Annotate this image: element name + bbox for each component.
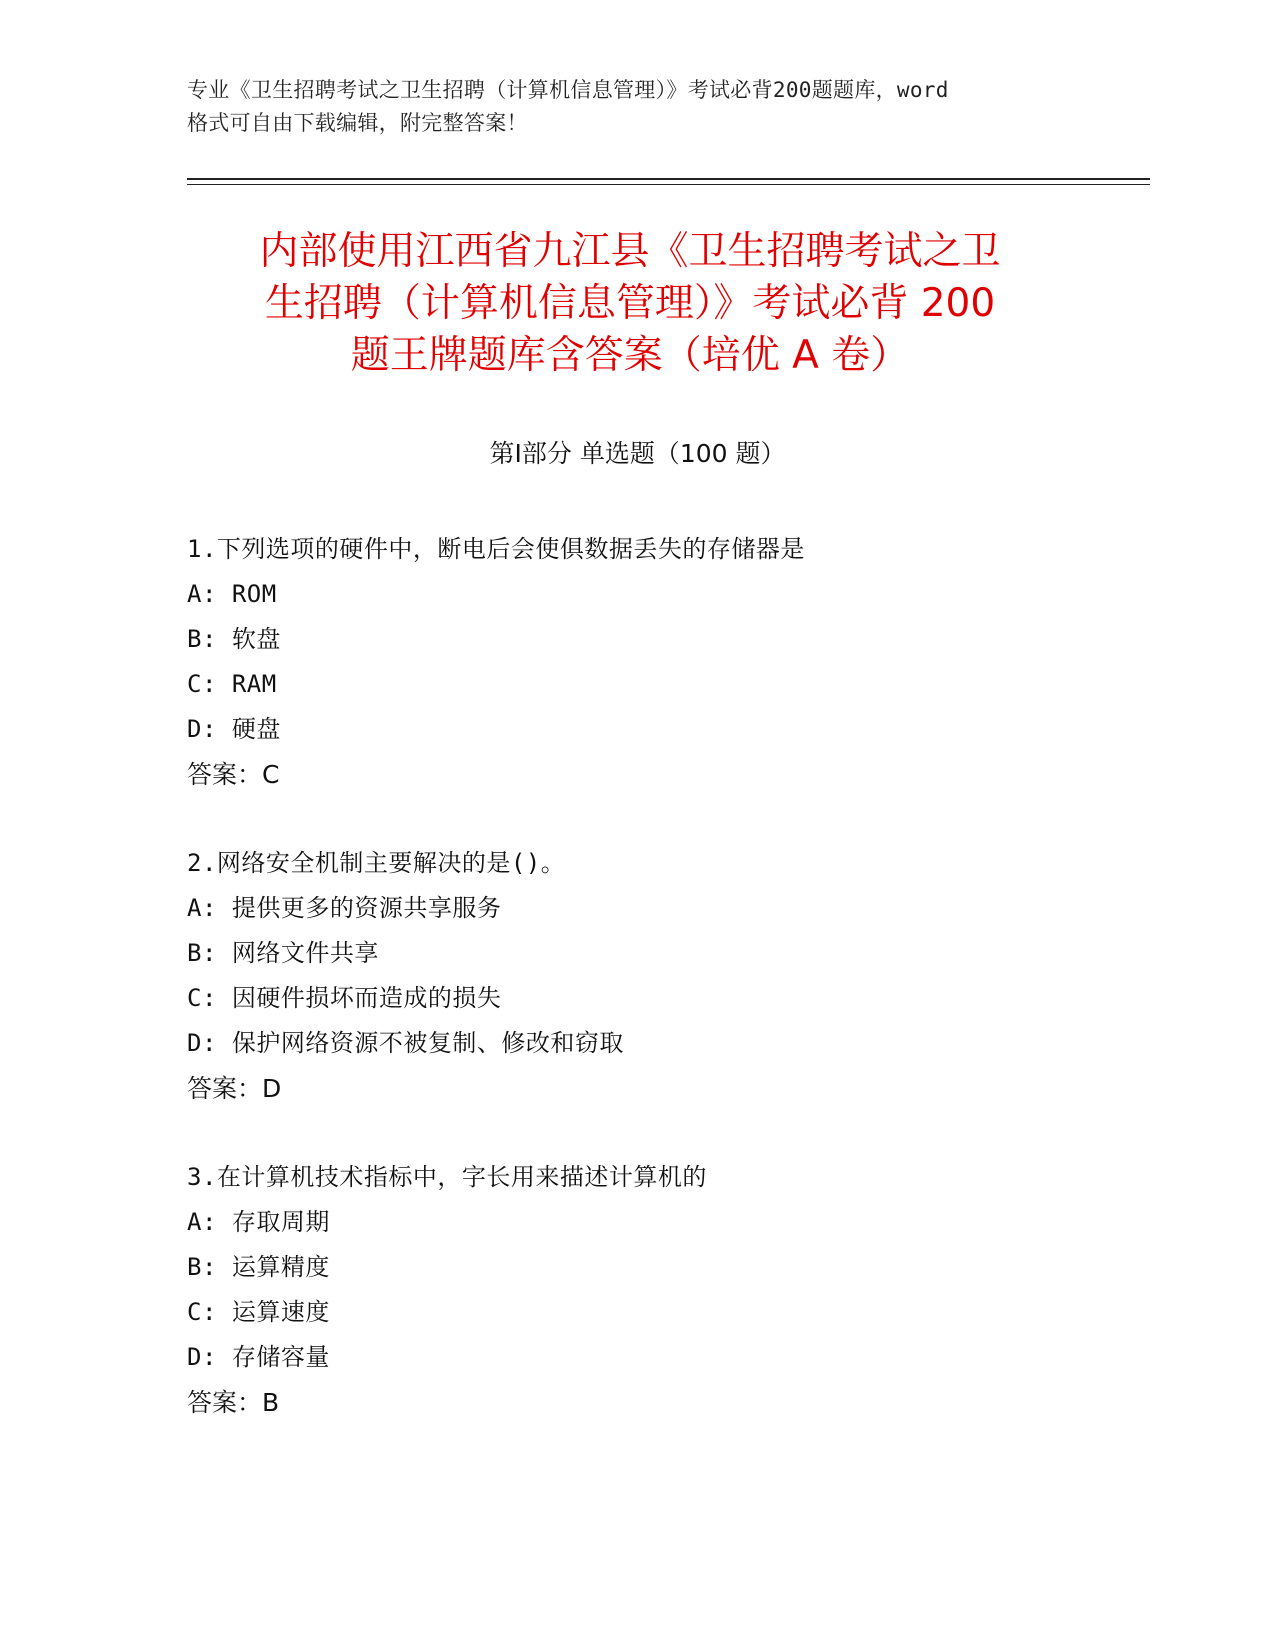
question-item xyxy=(187,841,1147,1111)
option-a: A: 提供更多的资源共享服务 xyxy=(187,894,502,922)
question-list xyxy=(187,527,1147,1469)
document-title xyxy=(190,226,1070,382)
option-d: D: 存储容量 xyxy=(187,1343,330,1371)
question-item xyxy=(187,1155,1147,1425)
question-text: 1.下列选项的硬件中，断电后会使俱数据丢失的存储器是 xyxy=(187,535,805,563)
header-note-line-2: 格式可自由下载编辑，附完整答案！ xyxy=(187,111,528,135)
question-text: 3.在计算机技术指标中，字长用来描述计算机的 xyxy=(187,1163,707,1191)
option-c: C: RAM xyxy=(187,670,277,698)
question-item xyxy=(187,527,1147,797)
document-title-line-1: 内部使用江西省九江县《卫生招聘考试之卫 xyxy=(259,229,1001,274)
document-title-line-2: 生招聘（计算机信息管理）》考试必背 200 xyxy=(264,281,996,326)
option-a: A: ROM xyxy=(187,580,277,608)
option-c: C: 因硬件损坏而造成的损失 xyxy=(187,984,502,1012)
section-title: 第Ⅰ部分 单选题（100 题） xyxy=(489,439,786,468)
header-divider-thin xyxy=(187,184,1150,185)
header-divider-thick xyxy=(187,178,1150,180)
option-d: D: 保护网络资源不被复制、修改和窃取 xyxy=(187,1029,624,1057)
header-note xyxy=(187,74,1087,140)
option-a: A: 存取周期 xyxy=(187,1208,330,1236)
answer: 答案：D xyxy=(187,1074,282,1103)
option-d: D: 硬盘 xyxy=(187,715,281,743)
question-text: 2.网络安全机制主要解决的是()。 xyxy=(187,849,566,877)
answer: 答案：B xyxy=(187,1388,280,1417)
option-c: C: 运算速度 xyxy=(187,1298,330,1326)
option-b: B: 运算精度 xyxy=(187,1253,330,1281)
answer: 答案：C xyxy=(187,760,280,789)
document-title-line-3: 题王牌题库含答案（培优 A 卷） xyxy=(350,333,910,378)
header-note-line-1: 专业《卫生招聘考试之卫生招聘（计算机信息管理）》考试必背200题题库，word xyxy=(187,78,949,102)
option-b: B: 软盘 xyxy=(187,625,281,653)
option-b: B: 网络文件共享 xyxy=(187,939,379,967)
